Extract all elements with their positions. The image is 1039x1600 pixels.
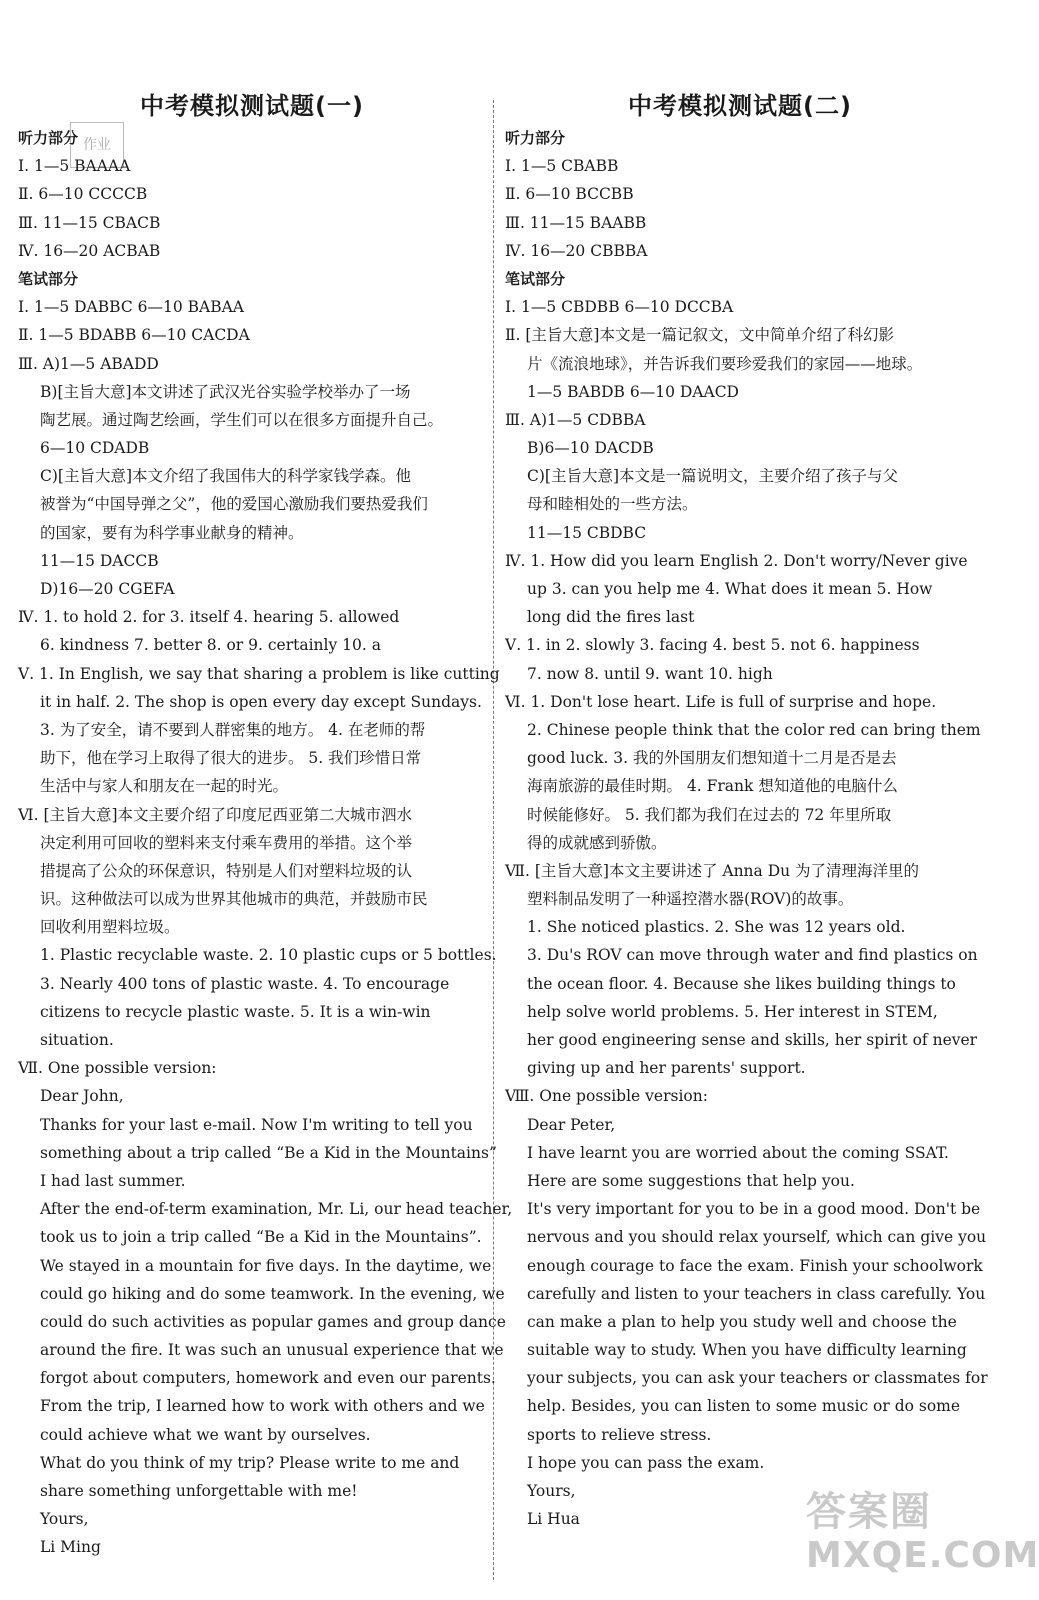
answer-line: Thanks for your last e-mail. Now I'm writing to tell you [40,1115,473,1134]
left-lines [18,124,513,1562]
answer-line: 得的成就感到骄傲。 [527,833,667,852]
answer-line: share something unforgettable with me! [40,1482,358,1500]
answer-line: Ⅲ. A)1—5 CDBBA [505,410,646,429]
answer-line: 7. now 8. until 9. want 10. high [527,664,773,683]
answer-line: Li Ming [40,1538,101,1557]
answer-line: 海南旅游的最佳时期。 4. Frank 想知道他的电脑什么 [527,777,898,796]
answer-line: Li Hua [527,1510,580,1529]
answer-line: around the fire. It was such an unusual experience that we [40,1341,504,1360]
answer-line: 母和睦相处的一些方法。 [527,495,698,514]
answer-line: Ⅶ. One possible version: [18,1059,217,1078]
answer-line: 11—15 DACCB [40,551,159,570]
answer-line: good luck. 3. 我的外国朋友们想知道十二月是否是去 [527,749,897,768]
answer-line: your subjects, you can ask your teachers or classmates for [527,1369,988,1388]
answer-line: B)[主旨大意]本文讲述了武汉光谷实验学校举办了一场 [40,382,411,401]
answer-line: Ⅱ. [主旨大意]本文是一篇记叙文，文中简单介绍了科幻影 [505,326,894,345]
answer-line: Ⅰ. 1—5 CBABB [505,157,619,176]
answer-line: took us to join a trip called “Be a Kid in the Mountains”. [40,1228,482,1247]
answer-line: Ⅱ. 6—10 BCCBB [505,185,634,204]
answer-line: Ⅳ. 16—20 CBBBA [505,241,648,260]
site-watermark [806,1488,1039,1588]
watermark-url: MXQE.COM [806,1535,1039,1576]
answer-line: What do you think of my trip? Please write to me and [40,1453,460,1472]
answer-line: 3. Nearly 400 tons of plastic waste. 4. To encourage [40,974,450,993]
answer-line: Ⅲ. 11—15 BAABB [505,213,647,232]
answer-line: citizens to recycle plastic waste. 5. It is a win-win [40,1002,431,1021]
answer-line: B)6—10 DACDB [527,439,654,458]
answer-line: I have learnt you are worried about the coming SSAT. [527,1143,949,1162]
answer-line: 11—15 CBDBC [527,523,647,542]
answer-line: 片《流浪地球》，并告诉我们要珍爱我们的家园——地球。 [527,354,923,373]
answer-line: situation. [40,1031,114,1049]
answer-line: 3. Du's ROV can move through water and find plastics on [527,946,978,965]
right-lines [505,124,988,1533]
answer-line: the ocean floor. 4. Because she likes building things to [527,974,956,993]
answer-line: forgot about computers, homework and even our parents. [40,1369,496,1388]
answer-line: Ⅱ. 6—10 CCCCB [18,185,148,204]
answer-line: could achieve what we want by ourselves. [40,1425,371,1444]
answer-line: 1. She noticed plastics. 2. She was 12 years old. [527,918,906,937]
answer-line: 助下，他在学习上取得了很大的进步。 5. 我们珍惜日常 [40,749,422,768]
answer-line: Ⅵ. [主旨大意]本文主要介绍了印度尼西亚第二大城市泗水 [18,805,413,824]
answer-line: Yours, [40,1510,89,1529]
answer-line: help solve world problems. 5. Her interest in STEM, [527,1002,938,1021]
answer-line: Yours, [527,1482,576,1500]
answer-line: 回收利用塑料垃圾。 [40,918,180,937]
answer-line: Ⅰ. 1—5 DABBC 6—10 BABAA [18,298,244,317]
section-heading: 听力部分 [505,129,566,147]
answer-line: help. Besides, you can listen to some music or do some [527,1397,961,1416]
answer-line: giving up and her parents' support. [527,1059,806,1078]
answer-line: Ⅵ. 1. Don't lose heart. Life is full of surprise and hope. [505,692,937,711]
answer-line: Dear John, [40,1087,124,1106]
answer-line: 陶艺展。通过陶艺绘画，学生们可以在很多方面提升自己。 [40,410,444,429]
section-heading: 听力部分 [18,129,79,147]
left-column [18,88,513,1562]
section-heading: 笔试部分 [18,269,79,288]
answer-line: 被誉为“中国导弹之父”，他的爱国心激励我们要热爱我们 [40,495,428,514]
answer-line: Ⅲ. A)1—5 ABADD [18,354,159,373]
stamp-text: 作业 [83,137,111,153]
answer-line: D)16—20 CGEFA [40,580,175,598]
answer-line: carefully and listen to your teachers in class carefully. You [527,1284,986,1303]
answer-line: 识。这种做法可以成为世界其他城市的典范，并鼓励市民 [40,890,428,909]
answer-line: 3. 为了安全，请不要到人群密集的地方。 4. 在老师的帮 [40,720,426,739]
answer-line: 决定利用可回收的塑料来支付乘车费用的举措。这个举 [40,833,413,852]
right-title: 中考模拟测试题(二) [628,92,852,120]
answer-line: Dear Peter, [527,1115,616,1134]
answer-line: enough courage to face the exam. Finish your schoolwork [527,1256,983,1275]
answer-line: long did the fires last [527,608,695,627]
answer-line: Ⅰ. 1—5 BAAAA [18,157,131,176]
answer-line: We stayed in a mountain for five days. In the daytime, we [40,1256,492,1275]
answer-line: 6—10 CDADB [40,439,150,458]
answer-line: Ⅳ. 1. How did you learn English 2. Don't worry/Never give [505,551,968,570]
answer-line: After the end-of-term examination, Mr. Li, our head teacher, [40,1200,513,1219]
answer-line: C)[主旨大意]本文是一篇说明文，主要介绍了孩子与父 [527,467,899,486]
answer-line: 生活中与家人和朋友在一起的时光。 [40,777,289,796]
answer-line: C)[主旨大意]本文介绍了我国伟大的科学家钱学森。他 [40,467,412,486]
answer-line: 6. kindness 7. better 8. or 9. certainly 10. a [40,636,381,655]
answer-line: nervous and you should relax yourself, which can give you [527,1228,987,1247]
answer-line: her good engineering sense and skills, her spirit of never [527,1031,978,1049]
answer-line: It's very important for you to be in a good mood. Don't be [527,1200,981,1219]
answer-line: up 3. can you help me 4. What does it mean 5. How [527,580,933,598]
answer-line: Ⅶ. [主旨大意]本文主要讲述了 Anna Du 为了清理海洋里的 [505,861,920,880]
answer-line: Ⅴ. 1. in 2. slowly 3. facing 4. best 5. not 6. happiness [505,636,920,655]
answer-line: Ⅳ. 16—20 ACBAB [18,241,161,260]
answer-line: 的国家，要有为科学事业献身的精神。 [40,523,304,542]
answer-line: sports to relieve stress. [527,1425,712,1444]
answer-line: suitable way to study. When you have difficulty learning [527,1341,967,1360]
answer-line: could go hiking and do some teamwork. In the evening, we [40,1284,505,1303]
answer-line: 塑料制品发明了一种遥控潜水器(ROV)的故事。 [527,890,854,909]
watermark-logo-text: 答案圈 [806,1489,932,1535]
answer-line: I hope you can pass the exam. [527,1453,765,1472]
answer-line: it in half. 2. The shop is open every day except Sundays. [40,692,482,711]
answer-line: Ⅷ. One possible version: [505,1087,708,1106]
answer-line: I had last summer. [40,1171,186,1190]
right-column [505,88,988,1533]
answer-line: Ⅳ. 1. to hold 2. for 3. itself 4. hearing 5. allowed [18,608,400,627]
answer-line: 1—5 BABDB 6—10 DAACD [527,382,739,401]
answer-line: Ⅱ. 1—5 BDABB 6—10 CACDA [18,326,250,345]
section-heading: 笔试部分 [505,269,566,288]
answer-line: something about a trip called “Be a Kid in the Mountains” [40,1143,497,1162]
answer-line: Ⅰ. 1—5 CBDBB 6—10 DCCBA [505,298,734,317]
answer-line: 时候能修好。 5. 我们都为我们在过去的 72 年里所取 [527,805,892,824]
answer-line: Ⅴ. 1. In English, we say that sharing a problem is like cutting [18,664,500,683]
answer-line: Ⅲ. 11—15 CBACB [18,213,161,232]
answer-line: can make a plan to help you study well and choose the [527,1312,957,1331]
answer-line: From the trip, I learned how to work with others and we [40,1397,485,1416]
answer-line: could do such activities as popular games and group dance [40,1312,506,1331]
answer-line: 1. Plastic recyclable waste. 2. 10 plastic cups or 5 bottles. [40,946,497,965]
answer-line: Here are some suggestions that help you. [527,1171,855,1190]
answer-line: 措提高了公众的环保意识，特别是人们对塑料垃圾的认 [40,861,413,880]
answer-line: 2. Chinese people think that the color red can bring them [527,720,981,739]
left-title: 中考模拟测试题(一) [140,92,364,120]
